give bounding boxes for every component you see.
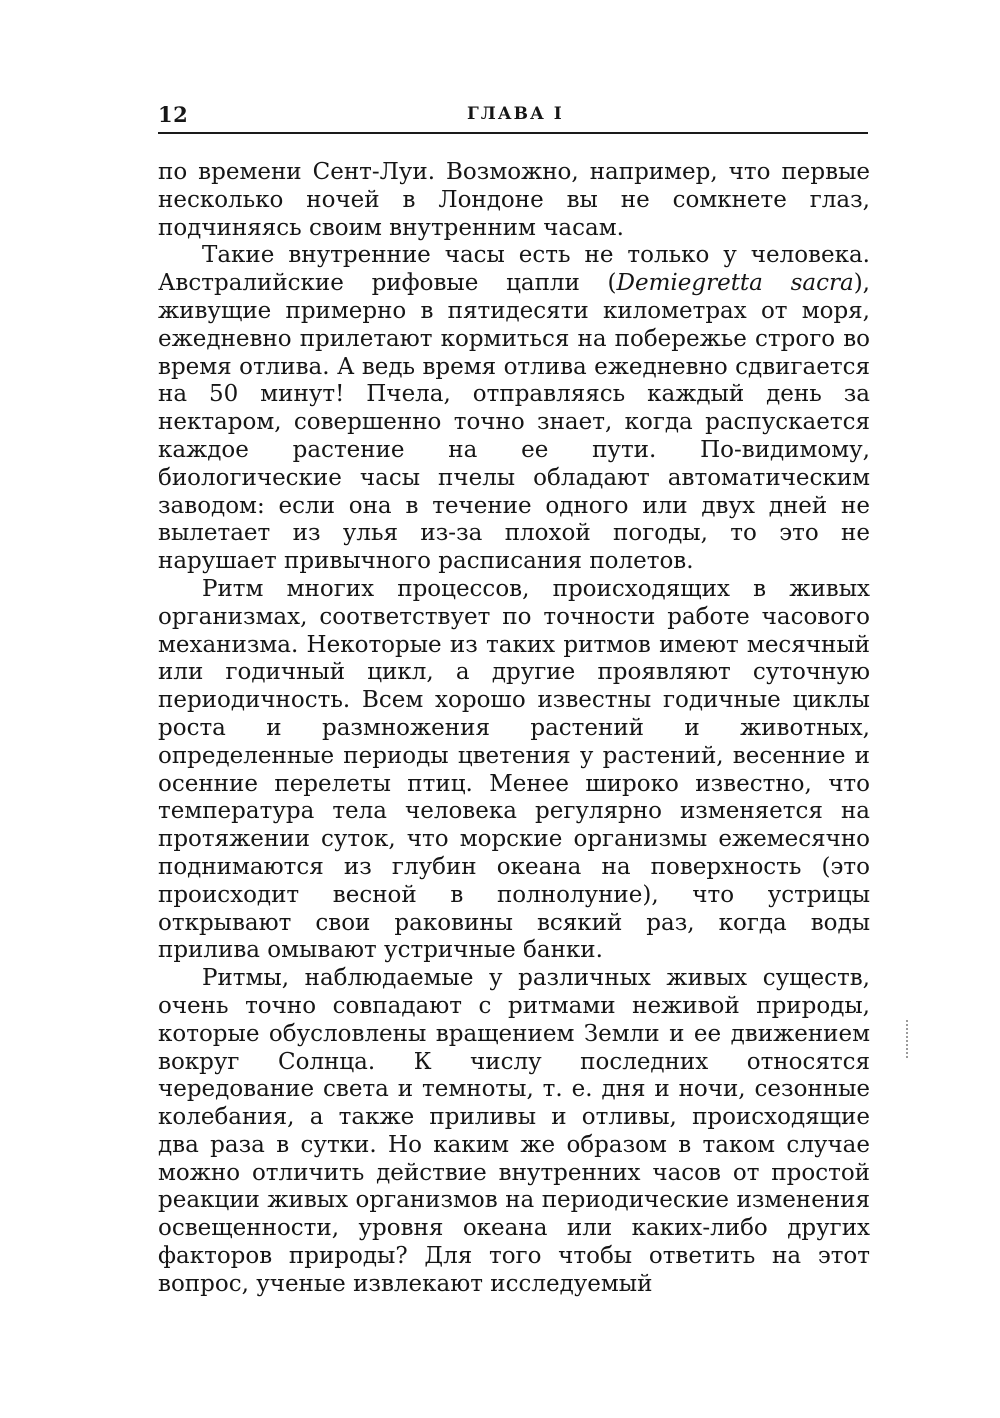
page-body (158, 159, 870, 1299)
paragraph-nature-rhythms: Ритмы, наблюдаемые у различных живых существ, очень точно совпадают с ритмами неживой природы, которые обусловлены вращением Земли и ее движением вокруг Солнца. К числу последних относятся чередование света и темноты, т. е. дня и ночи, сезонные колебания, а также приливы и отливы, происходящие два раза в сутки. Но каким же образом в таком случае можно отличить действие внутренних часов от простой реакции живых организмов на периодические изменения освещенности, уровня океана или каких-либо других факторов природы? Для того чтобы ответить на этот вопрос, ученые извлекают исследуемый (158, 965, 870, 1297)
chapter-running-head: ГЛАВА I (467, 104, 564, 124)
margin-scan-mark (906, 1020, 914, 1058)
paragraph-continued: по времени Сент-Луи. Возможно, например, что первые несколько ночей в Лондоне вы не сомкнете глаз, подчиняясь своим внутренним часам. (158, 159, 870, 241)
page-header (158, 98, 868, 134)
paragraph-text: ), живущие примерно в пятидесяти километрах от моря, ежедневно прилетают кормиться на побережье строго во время отлива. А ведь время отлива ежедневно сдвигается на 50 минут! Пчела, отправляясь каждый день за нектаром, совершенно точно знает, когда распускается каждое растение на ее пути. По-видимому, биологические часы пчелы обладают автоматическим заводом: если она в течение одного или двух дней не вылетает из улья из-за плохой погоды, то это не нарушает привычного расписания полетов. (158, 270, 870, 575)
page-number: 12 (158, 102, 189, 127)
species-name: Demiegretta sacra (616, 270, 854, 297)
paragraph-rhythms: Ритм многих процессов, происходящих в живых организмах, соответствует по точности работе часового механизма. Некоторые из таких ритмов имеют месячный или годичный цикл, а другие проявляют суточную периодичность. Всем хорошо известны годичные циклы роста и размножения растений и животных, определенные периоды цветения у растений, весенние и осенние перелеты птиц. Менее широко известно, что температура тела человека регулярно изменяется на протяжении суток, что морские организмы ежемесячно поднимаются из глубин океана на поверхность (это происходит весной в полнолуние), что устрицы открывают свои раковины всякий раз, когда воды прилива омывают устричные банки. (158, 575, 870, 964)
paragraph-text: Такие внутренние часы есть не только у человека. Австралийские рифовые цапли ( (158, 242, 870, 297)
paragraph-reef-herons (158, 242, 870, 576)
